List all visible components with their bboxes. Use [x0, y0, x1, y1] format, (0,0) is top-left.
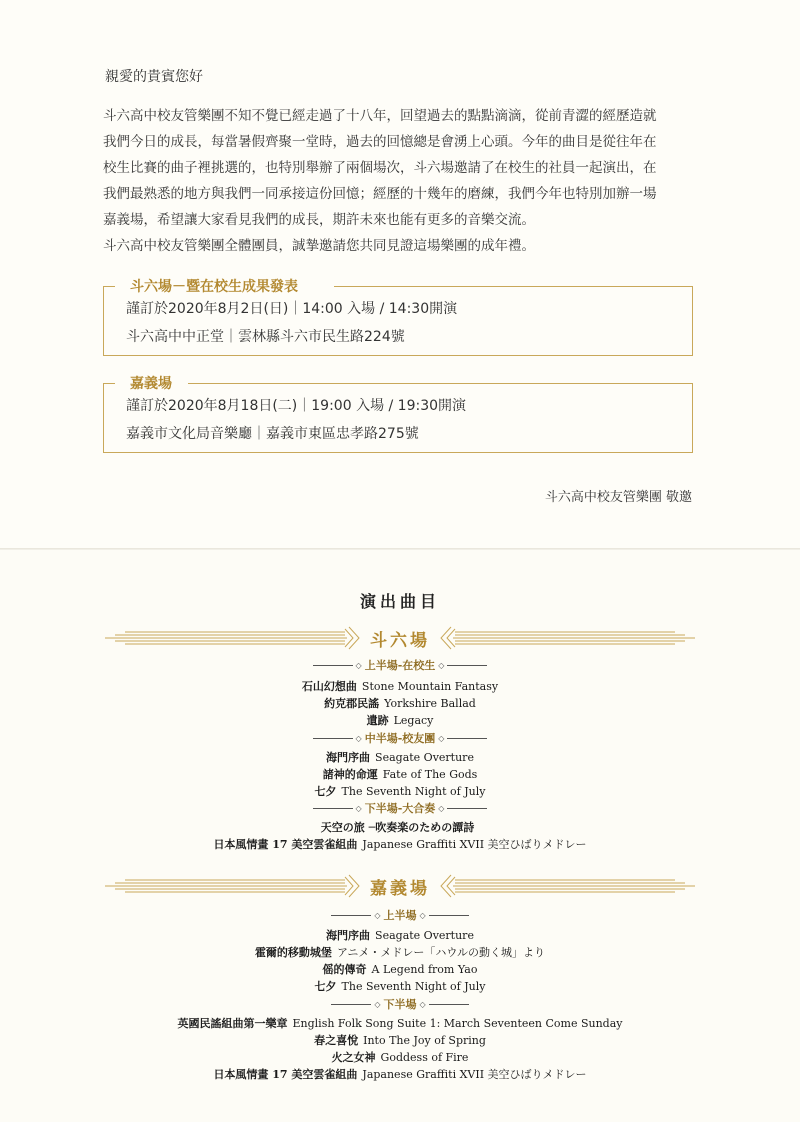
letter-line: 斗六高中校友管樂團不知不覺已經走過了十八年，回望過去的點點滴滴，從前青澀的經歷造就: [103, 108, 657, 124]
section-heading: ◇ 中半場-校友團 ◇: [0, 730, 800, 746]
event-title: 斗六場－暨在校生成果發表: [126, 276, 302, 296]
section-heading: ◇ 上半場 ◇: [0, 907, 800, 923]
venue-banner: [105, 873, 695, 899]
program-piece: 火之女神 Goddess of Fire: [331, 1051, 469, 1064]
program-piece: 諸神的命運 Fate of The Gods: [322, 768, 478, 781]
program-piece: 七夕 The Seventh Night of July: [314, 980, 486, 993]
event-location: 斗六高中中正堂｜雲林縣斗六市民生路224號: [126, 329, 405, 345]
program-piece: 日本風情畫 17 美空雲雀組曲 Japanese Graffiti XVII 美空ひばりメドレー: [213, 1068, 587, 1081]
venue-banner: [105, 625, 695, 651]
section-heading: ◇ 上半場-在校生 ◇: [0, 657, 800, 673]
letter-line: 斗六高中校友管樂團全體團員，誠摯邀請您共同見證這場樂團的成年禮。: [103, 238, 535, 254]
section-label: 上半場: [383, 909, 417, 922]
event-location: 嘉義市文化局音樂廳｜嘉義市東區忠孝路275號: [126, 426, 419, 442]
section-label: 下半場-大合奏: [364, 802, 436, 815]
program-title: 演出曲目: [359, 592, 440, 611]
section-label: 中半場-校友團: [364, 732, 436, 745]
venue-name: 斗六場: [370, 631, 430, 651]
letter-line: 我們今日的成長，每當暑假齊聚一堂時，過去的回憶總是會湧上心頭。今年的曲目是從往年在: [103, 134, 657, 150]
letter-body: [103, 103, 713, 259]
letter-line: 嘉義場，希望讓大家看見我們的成長，期許未來也能有更多的音樂交流。: [103, 212, 535, 228]
greeting: 親愛的貴賓您好: [105, 69, 203, 85]
section-heading: ◇ 下半場 ◇: [0, 996, 800, 1012]
program-piece: 海門序曲 Seagate Overture: [326, 929, 474, 942]
program-piece: 七夕 The Seventh Night of July: [314, 785, 486, 798]
program-piece: 石山幻想曲 Stone Mountain Fantasy: [301, 680, 499, 693]
letter-line: 校生比賽的曲子裡挑選的，也特別舉辦了兩個場次，斗六場邀請了在校生的社員一起演出，在: [103, 160, 657, 176]
event-box-chiayi: [103, 376, 693, 453]
event-title: 嘉義場: [126, 373, 176, 393]
event-time: 謹訂於2020年8月2日(日)｜14:00 入場 / 14:30開演: [126, 301, 458, 317]
program-piece: 霍爾的移動城堡 アニメ・メドレー「ハウルの動く城」より: [254, 946, 546, 959]
program-piece: 遺跡 Legacy: [366, 714, 434, 727]
program-piece: 天空の旅 ─吹奏楽のための譚詩: [320, 821, 475, 834]
section-label: 下半場: [383, 998, 417, 1011]
program-piece: 海門序曲 Seagate Overture: [326, 751, 474, 764]
signature: 斗六高中校友管樂團 敬邀: [544, 490, 692, 505]
event-time: 謹訂於2020年8月18日(二)｜19:00 入場 / 19:30開演: [126, 398, 467, 414]
program-piece: 約克郡民謠 Yorkshire Ballad: [324, 697, 476, 710]
letter-line: 我們最熟悉的地方與我們一同承接這份回憶；經歷的十幾年的磨練，我們今年也特別加辦一場: [103, 186, 657, 202]
venue-name: 嘉義場: [370, 879, 430, 899]
program-piece: 英國民謠組曲第一樂章 English Folk Song Suite 1: March Seventeen Come Sunday: [177, 1017, 623, 1030]
program-piece: 傜的傳奇 A Legend from Yao: [322, 963, 478, 976]
section-heading: ◇ 下半場-大合奏 ◇: [0, 800, 800, 816]
section-label: 上半場-在校生: [364, 659, 436, 672]
event-box-douliu: [103, 279, 693, 356]
program-piece: 日本風情畫 17 美空雲雀組曲 Japanese Graffiti XVII 美空ひばりメドレー: [213, 838, 587, 851]
program-piece: 春之喜悅 Into The Joy of Spring: [314, 1034, 486, 1047]
